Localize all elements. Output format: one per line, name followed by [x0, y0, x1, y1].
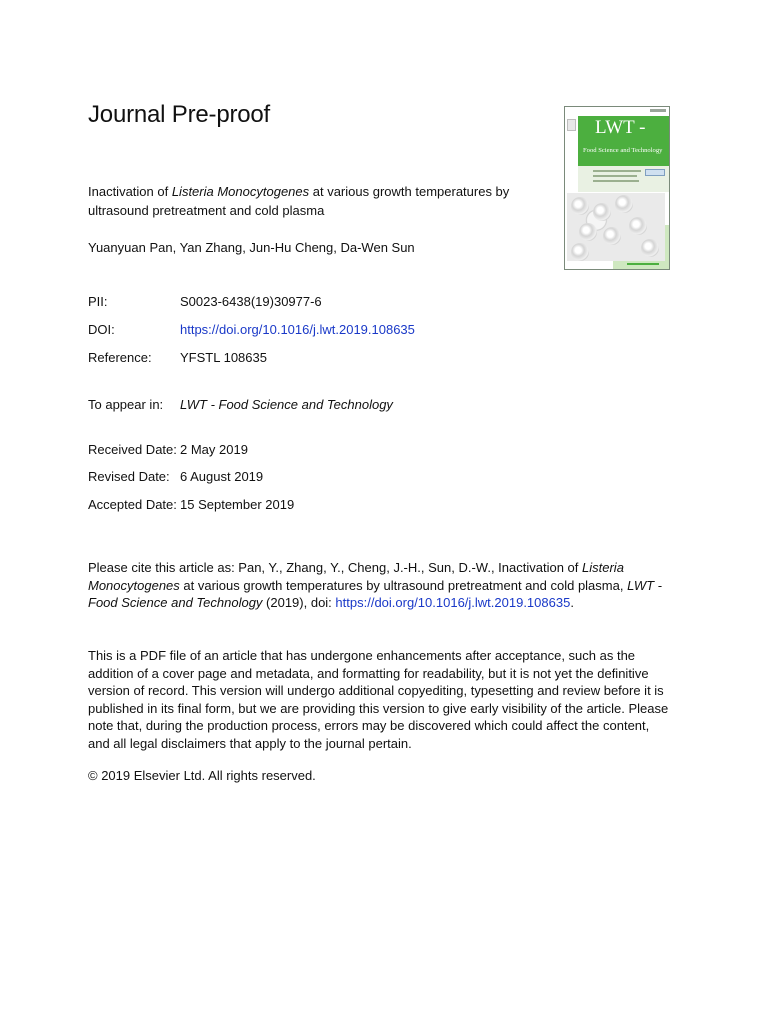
article-authors: Yuanyuan Pan, Yan Zhang, Jun-Hu Cheng, Da-Wen Sun: [88, 240, 415, 255]
meta-appear: [88, 397, 393, 412]
meta-appear-value: LWT - Food Science and Technology: [180, 397, 393, 412]
citation-text-1: Please cite this article as: Pan, Y., Zhang, Y., Cheng, J.-H., Sun, D.-W., Inactivation of: [88, 560, 583, 575]
article-title-suffix: at various growth temperatures by ultrasound pretreatment and cold plasma: [88, 184, 510, 218]
cover-photo-bubble: [615, 195, 633, 213]
cover-badge-icon: [645, 169, 665, 176]
meta-reference-label: Reference:: [88, 350, 152, 365]
meta-accepted-value: 15 September 2019: [180, 497, 295, 512]
meta-doi: [88, 322, 415, 337]
cover-subtitle: Food Science and Technology: [583, 147, 663, 154]
meta-revised: [88, 469, 264, 484]
meta-pii: [88, 294, 322, 309]
cover-photo-bubble: [571, 243, 589, 261]
cover-photo-bubble: [641, 239, 659, 257]
cover-title: LWT -: [595, 117, 646, 138]
citation-paragraph: [88, 559, 670, 612]
meta-received-value: 2 May 2019: [180, 442, 248, 457]
article-title-italic: Listeria Monocytogenes: [171, 184, 310, 199]
cover-text-line: [593, 170, 641, 172]
meta-doi-label: DOI:: [88, 322, 115, 337]
meta-accepted: [88, 497, 295, 512]
meta-reference: [88, 350, 267, 365]
meta-revised-value: 6 August 2019: [180, 469, 264, 484]
cover-footer-line: [627, 263, 659, 265]
meta-appear-label: To appear in:: [88, 397, 164, 412]
meta-accepted-label: Accepted Date:: [88, 497, 177, 512]
cover-photo-bubble: [571, 197, 589, 215]
copyright-notice: © 2019 Elsevier Ltd. All rights reserved.: [88, 768, 316, 783]
page-heading: Journal Pre-proof: [88, 101, 271, 128]
doi-link[interactable]: https://doi.org/10.1016/j.lwt.2019.108635: [180, 322, 415, 337]
elsevier-logo-icon: [567, 119, 576, 131]
cover-photo-bubble: [603, 227, 621, 245]
article-title: [88, 182, 558, 220]
cover-photo-bubble: [579, 223, 597, 241]
citation-end: .: [570, 595, 574, 610]
meta-received-label: Received Date:: [88, 442, 177, 457]
citation-text-3: (2019), doi:: [262, 595, 336, 610]
citation-italic-2: LWT - Food Science and Technology: [88, 577, 662, 610]
cover-issn-mark: [650, 109, 666, 112]
citation-doi-link[interactable]: https://doi.org/10.1016/j.lwt.2019.108635: [335, 595, 571, 610]
meta-received: [88, 442, 248, 457]
cover-photo-bubble: [593, 203, 611, 221]
meta-pii-value: S0023-6438(19)30977-6: [180, 294, 322, 309]
cover-text-line: [593, 175, 637, 177]
article-title-prefix: Inactivation of: [88, 184, 172, 199]
journal-cover-image: [564, 106, 670, 270]
meta-reference-value: YFSTL 108635: [180, 350, 267, 365]
meta-pii-label: PII:: [88, 294, 108, 309]
notice-paragraph: This is a PDF file of an article that has undergone enhancements after acceptance, such as the addition of a cover page and metadata, and formatting for readability, but it is not yet the definitive version of record. This version will undergo additional copyediting, typesetting and review before it is published in its final form, but we are providing this version to give early visibility of the article. Please note that, during the production process, errors may be discovered which could affect the content, and all legal disclaimers that apply to the journal pertain.: [88, 648, 669, 751]
cover-photo-bubble: [629, 217, 647, 235]
meta-revised-label: Revised Date:: [88, 469, 170, 484]
cover-text-line: [593, 180, 639, 182]
citation-text-2: at various growth temperatures by ultrasound pretreatment and cold plasma,: [179, 577, 628, 593]
citation-italic-1: Listeria Monocytogenes: [88, 560, 624, 593]
cover-photo: [567, 193, 665, 261]
